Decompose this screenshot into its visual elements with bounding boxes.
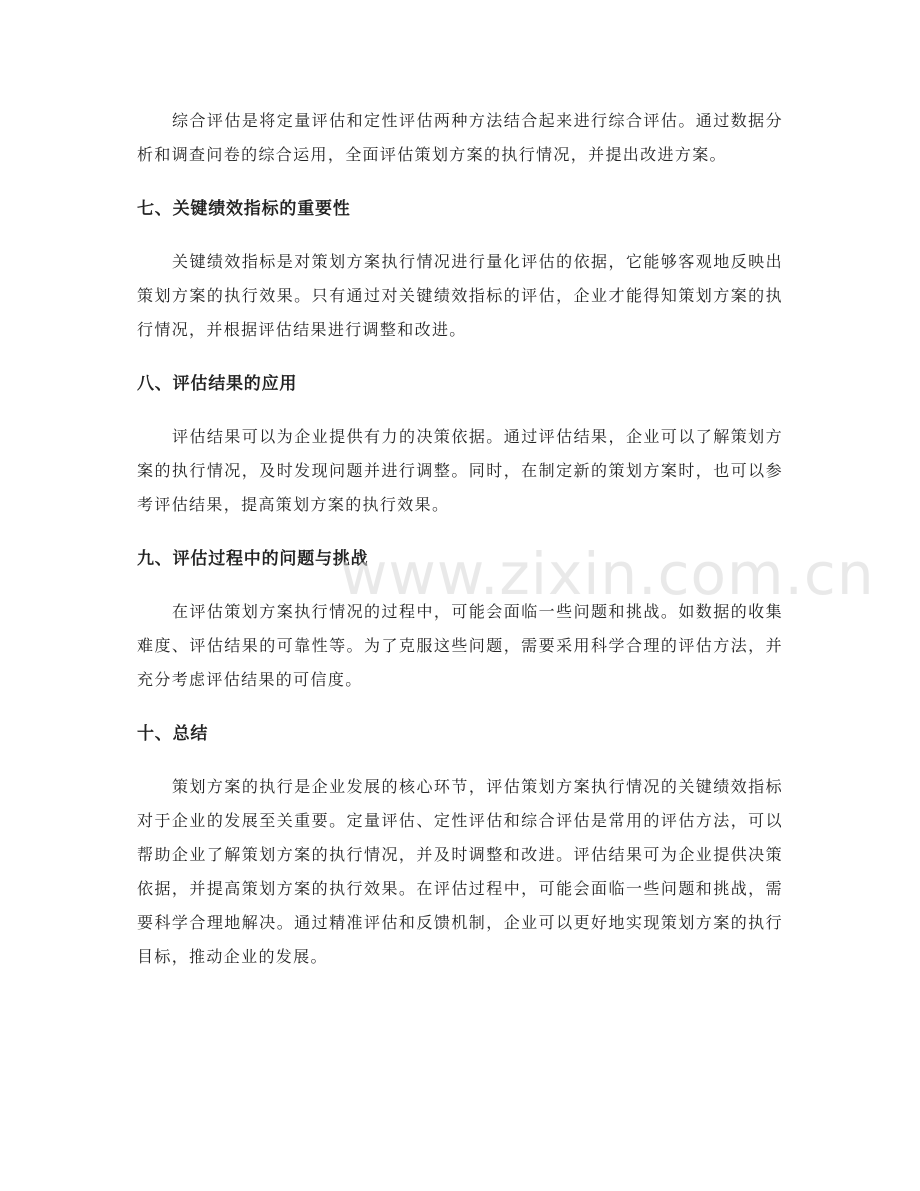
section-heading-10: 十、总结	[137, 724, 209, 744]
watermark: www.zixin.com.cn	[340, 540, 875, 608]
section-heading-9: 九、评估过程中的问题与挑战	[137, 549, 369, 569]
intro-paragraph: 综合评估是将定量评估和定性评估两种方法结合起来进行综合评估。通过数据分析和调查问卷的综合运用，全面评估策划方案的执行情况，并提出改进方案。	[137, 111, 783, 164]
section-paragraph-7: 关键绩效指标是对策划方案执行情况进行量化评估的依据，它能够客观地反映出策划方案的执行效果。只有通过对关键绩效指标的评估，企业才能得知策划方案的执行情况，并根据评估结果进行调整和改进。	[137, 252, 783, 339]
section-paragraph-8: 评估结果可以为企业提供有力的决策依据。通过评估结果，企业可以了解策划方案的执行情况，及时发现问题并进行调整。同时，在制定新的策划方案时，也可以参考评估结果，提高策划方案的执行效果。	[137, 427, 783, 514]
section-heading-7: 七、关键绩效指标的重要性	[137, 199, 351, 219]
section-paragraph-9: 在评估策划方案执行情况的过程中，可能会面临一些问题和挑战。如数据的收集难度、评估结果的可靠性等。为了克服这些问题，需要采用科学合理的评估方法，并充分考虑评估结果的可信度。	[137, 602, 783, 689]
section-paragraph-10: 策划方案的执行是企业发展的核心环节，评估策划方案执行情况的关键绩效指标对于企业的发展至关重要。定量评估、定性评估和综合评估是常用的评估方法，可以帮助企业了解策划方案的执行情况，并及时调整和改进。评估结果可为企业提供决策依据，并提高策划方案的执行效果。在评估过程中，可能会面临一些问题和挑战，需要科学合理地解决。通过精准评估和反馈机制，企业可以更好地实现策划方案的执行目标，推动企业的发展。	[137, 777, 783, 966]
section-heading-8: 八、评估结果的应用	[137, 374, 298, 394]
